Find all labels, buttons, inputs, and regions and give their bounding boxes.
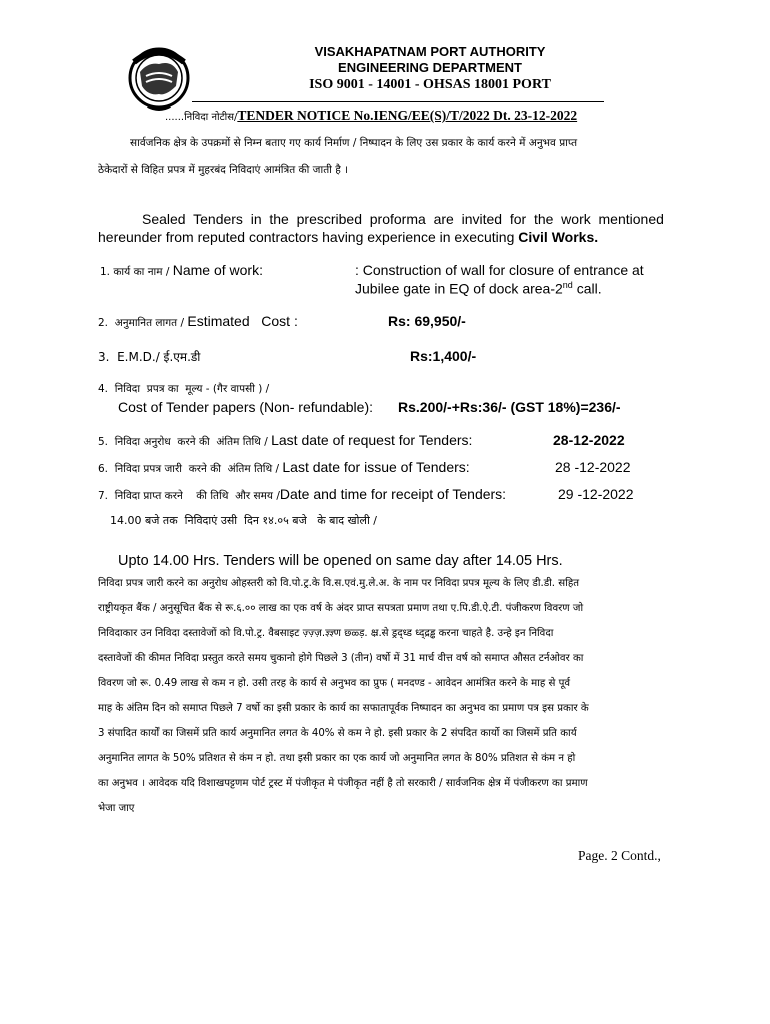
receipt-date-label-english: Date and time for receipt of Tenders: xyxy=(279,486,507,502)
issue-date-label xyxy=(98,459,470,477)
estimated-cost-label-hindi: 2. अनुमानित लागत / xyxy=(98,317,188,329)
notice-title xyxy=(165,108,577,124)
page-continuation: Page. 2 Contd., xyxy=(578,848,661,863)
emd-label: 3. E.M.D./ ई.एम.डी xyxy=(98,350,201,364)
receipt-date-label xyxy=(98,486,506,504)
opening-time-line: 14.00 बजे तक निविदाएं उसी दिन १४.०५ बजे के बाद खोली / xyxy=(110,514,377,527)
intro-english-line-1: Sealed Tenders in the prescribed proforma are invited for the work mentioned xyxy=(142,211,664,227)
estimated-cost-value: Rs: 69,950/- xyxy=(388,313,466,329)
paragraph-line: विवरण जो रू. 0.49 लाख से कम न हो. उसी तरह के कार्य से अनुभव का प्रुफ ( मनदण्ड - आवेदन आमंत्रित करने के माह से पूर्व xyxy=(98,678,571,689)
instructions-paragraph xyxy=(98,571,668,821)
name-of-work-value-line-1: : Construction of wall for closure of entrance at xyxy=(355,262,644,278)
name-of-work-value-text: Jubilee gate in EQ of dock area-2 xyxy=(355,280,563,297)
name-of-work-label-hindi: 1. कार्य का नाम / xyxy=(100,266,173,278)
paragraph-line: माह के अंतिम दिन को समाप्त पिछले 7 वर्षो का इसी प्रकार के कार्य का सफातापूर्वक निष्पादन का अनुभव का प्रमाण पत्र इस प्रकार के xyxy=(98,703,589,714)
receipt-date-value: 29 -12-2022 xyxy=(558,486,634,502)
paragraph-line: निविदा प्रपत्र जारी करने का अनुरोध ओहस्तरी को वि.पो.ट्र.के वि.स.एवं.मु.ले.अ. के नाम पर निविदा प्रपत्र मूल्य के लिए डी.डी. सहित xyxy=(98,578,580,589)
emd-value: Rs:1,400/- xyxy=(410,348,477,364)
intro-hindi-line-1: सार्वजनिक क्षेत्र के उपक्रमों से निम्न बताए गए कार्य निर्माण / निष्पादन के लिए उस प्रकार के कार्य करने में अनुभव प्राप्त xyxy=(130,137,578,149)
tender-paper-cost-label-hindi: 4. निविदा प्रपत्र का मूल्य - (गैर वापसी ) / xyxy=(98,383,270,395)
paragraph-line: राष्ट्रीयकृत बैंक / अनुसूचित बैंक से रू.६.०० लाख का एक वर्ष के अंदर प्राप्त सपत्रता प्रमाण तथा ए.पि.डी.ऐ.टी. पंजीकरण विवरण जो xyxy=(98,603,584,614)
receipt-date-label-hindi: 7. निविदा प्राप्त करने की तिथि और समय / xyxy=(98,490,280,502)
opening-notice: Upto 14.00 Hrs. Tenders will be opened on same day after 14.05 Hrs. xyxy=(118,553,563,569)
org-name: VISAKHAPATNAM PORT AUTHORITY xyxy=(314,44,546,59)
estimated-cost-label-english: Estimated Cost : xyxy=(187,313,298,329)
estimated-cost-label xyxy=(98,313,298,331)
paragraph-line: भेजा जाए xyxy=(98,803,135,814)
intro-english-bold: Civil Works. xyxy=(518,229,599,245)
notice-title-hindi: ......निविदा नोटीस/ xyxy=(165,112,238,123)
header-rule xyxy=(192,101,604,102)
name-of-work-label xyxy=(100,262,263,280)
request-date-label-english: Last date of request for Tenders: xyxy=(271,432,473,448)
request-date-label-hindi: 5. निविदा अनुरोध करने की अंतिम तिथि / xyxy=(98,436,272,448)
name-of-work-value-end: call. xyxy=(572,280,602,297)
paragraph-line: निविदाकार उन निविदा दस्तावेजों को वि.पो.ट्र. वैबसाइट ज़्ज़्ज़.ज्ञ्ज्ञ्ण छ्ळ्ड़. क्ष्र.से ड्रद्ध्ड ध्द्द्रड्ढ करना चाहते है. उन्हे इन निविदा xyxy=(98,628,554,639)
paragraph-line: अनुमानित लागत के 50% प्रतिशत से कंम न हो. तथा इसी प्रकार का एक कार्य जो अनुमानित लगत के 80% प्रतिशत से कंम न हो xyxy=(98,753,576,764)
department-name: ENGINEERING DEPARTMENT xyxy=(338,60,522,75)
intro-hindi-line-2: ठेकेदारों से विहित प्रपत्र में मुहरबंद निविदाएं आमंत्रित की जाती है । xyxy=(98,164,349,176)
paragraph-line: 3 संपादित कार्यों का जिसमें प्रति कार्य अनुमानित लगत के 40% से कम ने हो. इसी प्रकार के 2 संपदित कार्यो का जिसमें प्रति कार्य xyxy=(98,728,577,739)
paragraph-line: का अनुभव । आवेदक यदि विशाखपट्टणम पोर्ट ट्रस्ट में पंजीकृत मे पंजीकृत नहीं है तो सरकारी / सार्वजनिक क्षेत्र में पंजीकरण का प्रमाण xyxy=(98,778,588,789)
intro-english-line-2 xyxy=(98,229,598,245)
name-of-work-value-sup: nd xyxy=(562,280,573,290)
issue-date-label-english: Last date for issue of Tenders: xyxy=(282,459,470,475)
issue-date-label-hindi: 6. निविदा प्रपत्र जारी करने की अंतिम तिथि / xyxy=(98,463,283,475)
issue-date-value: 28 -12-2022 xyxy=(555,459,631,475)
port-logo xyxy=(128,42,190,112)
name-of-work-value-line-2 xyxy=(355,280,602,297)
notice-title-english: TENDER NOTICE No.IENG/EE(S)/T/2022 Dt. 23-12-2022 xyxy=(237,108,578,123)
request-date-value: 28-12-2022 xyxy=(553,432,625,448)
iso-line: ISO 9001 - 14001 - OHSAS 18001 PORT xyxy=(309,77,551,92)
tender-paper-cost-label-english: Cost of Tender papers (Non- refundable): xyxy=(118,399,373,415)
name-of-work-label-english: Name of work: xyxy=(172,262,263,278)
paragraph-line: दस्तावेजों की कीमत निविदा प्रस्तुत करते समय चुकानो होगे पिछले 3 (तीन) वर्षो में 31 मार्च वीत्त वर्ष को समाप्त औसत टर्नओवर का xyxy=(98,653,584,664)
tender-paper-cost-value: Rs.200/-+Rs:36/- (GST 18%)=236/- xyxy=(398,399,621,415)
port-seal-icon xyxy=(128,42,190,112)
request-date-label xyxy=(98,432,472,450)
intro-english-text: hereunder from reputed contractors having experience in executing xyxy=(98,229,519,245)
